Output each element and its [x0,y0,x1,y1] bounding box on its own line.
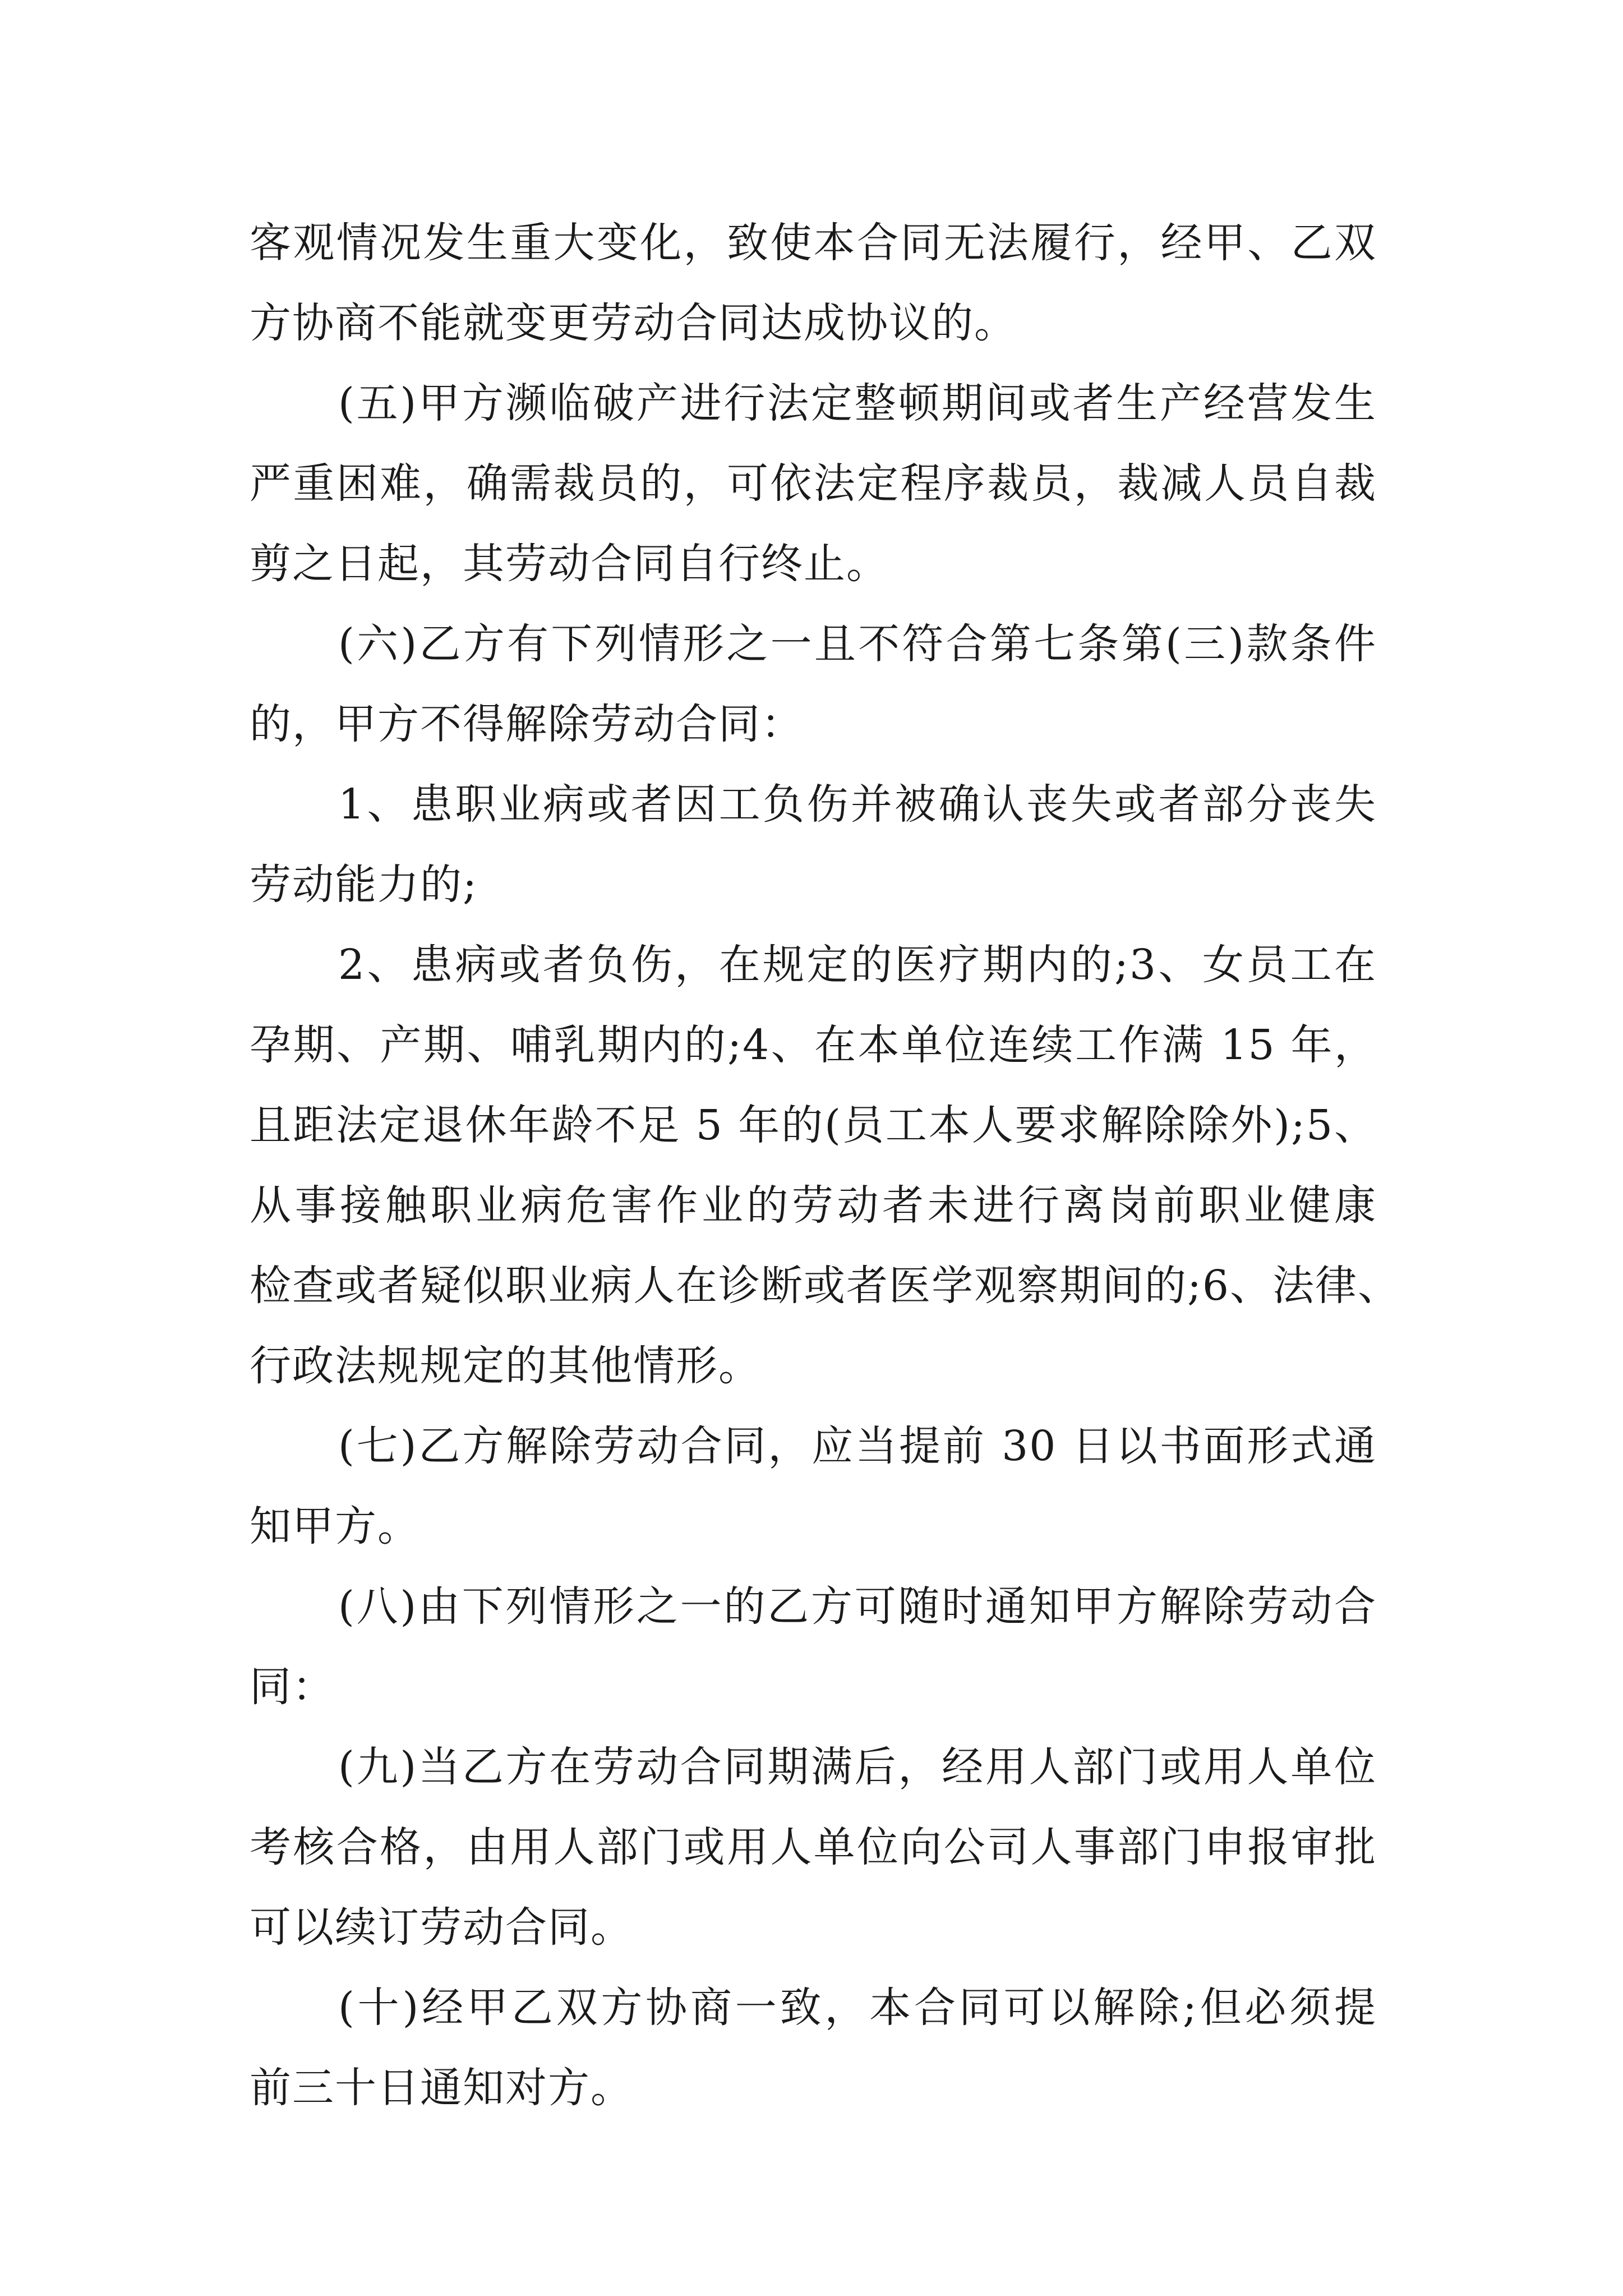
text-line: 且距法定退休年龄不足 5 年的(员工本人要求解除除外);5、 [250,1101,1377,1149]
text-line: 孕期、产期、哺乳期内的;4、在本单位连续工作满 15 年， [250,1021,1377,1069]
text-line: 方协商不能就变更劳动合同达成协议的。 [250,299,1017,347]
text-line: 劳动能力的; [250,861,478,909]
text-line: (五)甲方濒临破产进行法定整顿期间或者生产经营发生 [338,379,1377,427]
text-line: 严重困难，确需裁员的，可依法定程序裁员，裁减人员自裁 [250,459,1377,508]
document-body [250,203,1401,2128]
text-line: 2、患病或者负伤，在规定的医疗期内的;3、女员工在 [338,941,1377,989]
text-line: 同： [250,1663,335,1711]
text-line: (九)当乙方在劳动合同期满后，经用人部门或用人单位 [338,1743,1377,1791]
text-line: 前三十日通知对方。 [250,2064,633,2112]
text-line: 客观情况发生重大变化，致使本合同无法履行，经甲、乙双 [250,219,1377,267]
text-line: 检查或者疑似职业病人在诊断或者医学观察期间的;6、法律、 [250,1262,1401,1310]
text-line: (七)乙方解除劳动合同，应当提前 30 日以书面形式通 [338,1422,1377,1470]
text-line: (十)经甲乙双方协商一致，本合同可以解除;但必须提 [338,1984,1377,2032]
text-line: 从事接触职业病危害作业的劳动者未进行离岗前职业健康 [250,1181,1377,1230]
text-line: (八)由下列情形之一的乙方可随时通知甲方解除劳动合 [338,1582,1377,1631]
text-line: 1、患职业病或者因工负伤并被确认丧失或者部分丧失 [338,780,1377,829]
text-line: 的，甲方不得解除劳动合同： [250,700,804,748]
text-line: 可以续订劳动合同。 [250,1903,633,1952]
text-line: 剪之日起，其劳动合同自行终止。 [250,540,889,588]
text-line: 考核合格，由用人部门或用人单位向公司人事部门申报审批 [250,1823,1377,1871]
text-line: (六)乙方有下列情形之一且不符合第七条第(三)款条件 [338,620,1377,668]
text-line: 知甲方。 [250,1502,420,1550]
text-line: 行政法规规定的其他情形。 [250,1342,761,1390]
